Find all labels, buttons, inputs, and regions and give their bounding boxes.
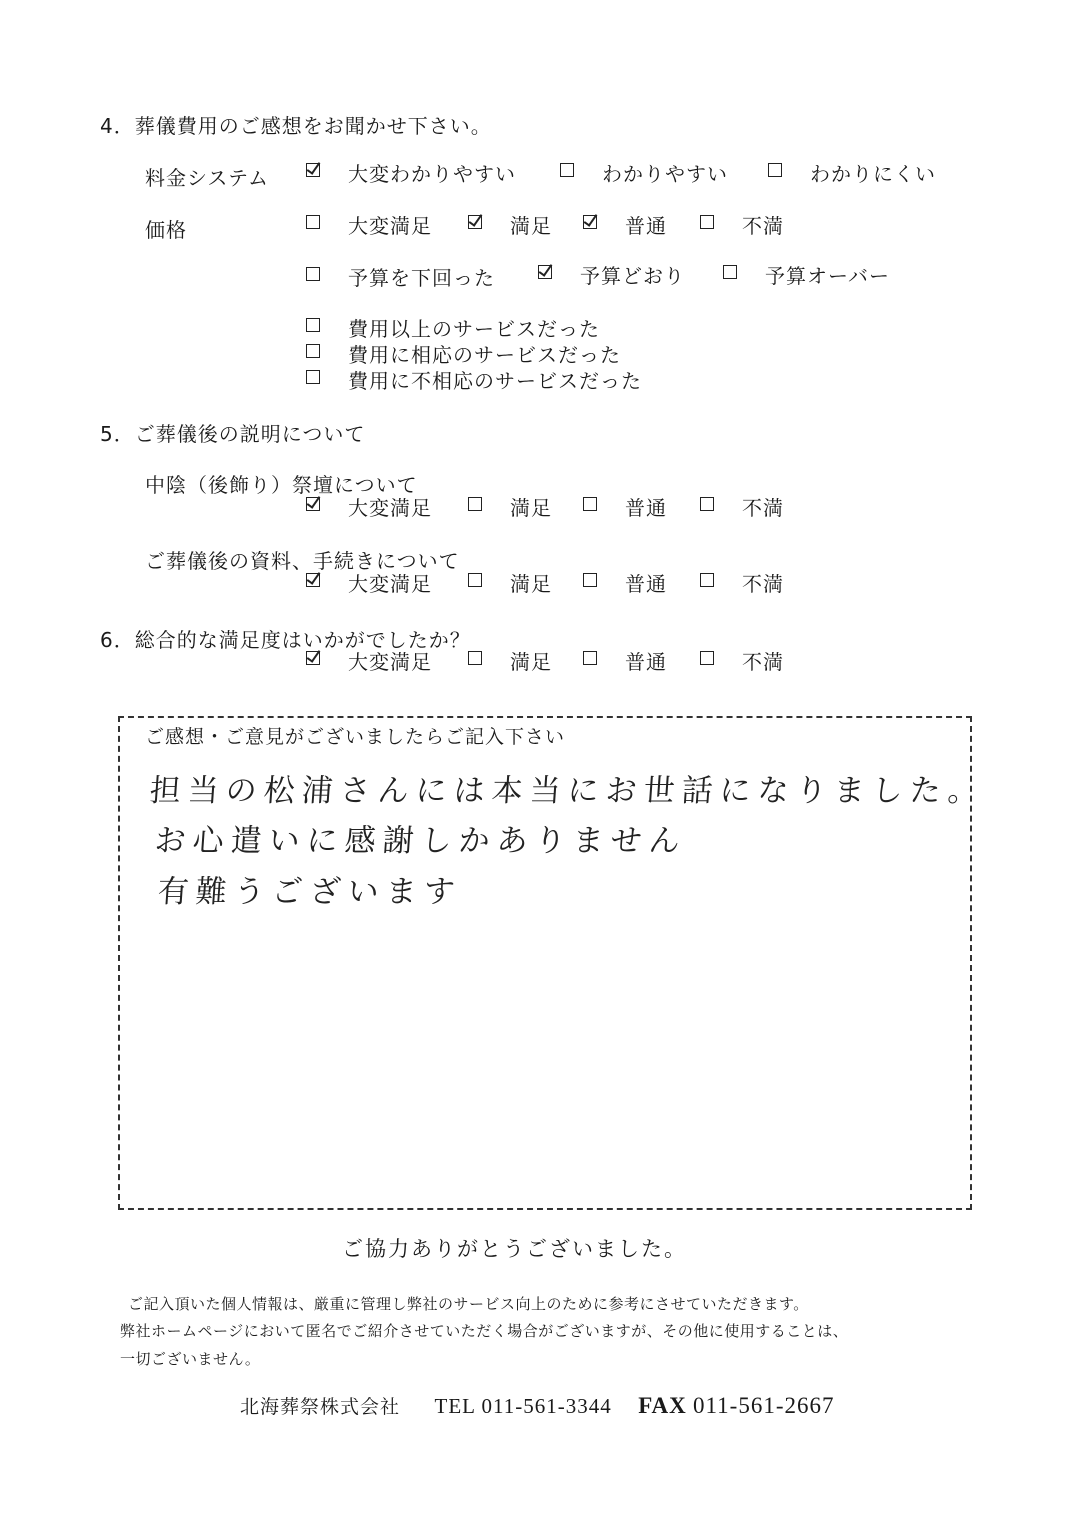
privacy-note-line: ご記入頂いた個人情報は、厳重に管理し弊社のサービス向上のために参考にさせていただきます。 — [128, 1295, 809, 1313]
checkbox[interactable] — [700, 215, 714, 229]
fax-label: FAX — [638, 1393, 687, 1418]
option-label: 大変満足 — [348, 572, 432, 596]
checkbox[interactable] — [583, 497, 597, 511]
option-label: わかりにくい — [810, 162, 936, 186]
checkbox[interactable] — [583, 573, 597, 587]
checkbox[interactable] — [468, 497, 482, 511]
question-6-title: 6．総合的な満足度はいかがでしたか？ — [100, 628, 471, 652]
checkbox[interactable] — [306, 215, 320, 229]
option-label: 不満 — [742, 572, 784, 596]
documents-label: ご葬儀後の資料、手続きについて — [145, 549, 460, 573]
handwritten-comment-line: 有難うございます — [156, 874, 464, 910]
handwritten-comment-line: 担当の松浦さんには本当にお世話になりました。 — [148, 773, 988, 809]
fax-number: 011-561-2667 — [693, 1393, 835, 1418]
altar-label: 中陰（後飾り）祭壇について — [145, 473, 418, 497]
tel-number: 011-561-3344 — [481, 1394, 612, 1418]
option-label: 費用以上のサービスだった — [348, 317, 600, 341]
checkbox[interactable] — [306, 267, 320, 281]
checkbox[interactable] — [723, 265, 737, 279]
option-label: 普通 — [625, 650, 667, 674]
checkbox[interactable] — [306, 573, 320, 587]
option-label: わかりやすい — [602, 162, 728, 186]
option-label: 大変満足 — [348, 650, 432, 674]
checkbox[interactable] — [768, 163, 782, 177]
checkbox[interactable] — [583, 215, 597, 229]
option-label: 予算どおり — [580, 264, 685, 288]
option-label: 満足 — [510, 650, 552, 674]
checkbox[interactable] — [468, 215, 482, 229]
option-label: 満足 — [510, 214, 552, 238]
privacy-note-line: 弊社ホームページにおいて匿名でご紹介させていただく場合がございますが、その他に使用することは、 — [120, 1322, 849, 1340]
price-label: 価格 — [145, 218, 187, 242]
option-label: 予算を下回った — [348, 266, 495, 290]
checkbox[interactable] — [306, 163, 320, 177]
option-label: 不満 — [742, 496, 784, 520]
option-label: 満足 — [510, 572, 552, 596]
option-label: 大変満足 — [348, 214, 432, 238]
checkbox[interactable] — [538, 265, 552, 279]
privacy-note-line: 一切ございません。 — [120, 1350, 261, 1368]
checkbox[interactable] — [583, 651, 597, 665]
option-label: 普通 — [625, 572, 667, 596]
company-name: 北海葬祭株式会社 — [240, 1396, 401, 1418]
footer — [240, 1392, 834, 1419]
question-5-title: 5．ご葬儀後の説明について — [100, 422, 366, 446]
checkbox[interactable] — [306, 497, 320, 511]
checkbox[interactable] — [700, 497, 714, 511]
checkbox[interactable] — [306, 318, 320, 332]
checkbox[interactable] — [468, 573, 482, 587]
option-label: 普通 — [625, 496, 667, 520]
option-label: 費用に相応のサービスだった — [348, 343, 621, 367]
option-label: 費用に不相応のサービスだった — [348, 369, 642, 393]
option-label: 大変わかりやすい — [348, 162, 516, 186]
handwritten-comment-line: お心遣いに感謝しかありません — [153, 823, 689, 859]
option-label: 普通 — [625, 214, 667, 238]
question-4-title: 4．葬儀費用のご感想をお聞かせ下さい。 — [100, 114, 492, 138]
fee-system-label: 料金システム — [145, 166, 269, 190]
checkbox[interactable] — [306, 651, 320, 665]
checkbox[interactable] — [468, 651, 482, 665]
option-label: 大変満足 — [348, 496, 432, 520]
checkbox[interactable] — [306, 344, 320, 358]
thanks-message: ご協力ありがとうございました。 — [342, 1237, 687, 1261]
checkbox[interactable] — [306, 370, 320, 384]
option-label: 満足 — [510, 496, 552, 520]
option-label: 不満 — [742, 650, 784, 674]
tel-label: TEL — [434, 1394, 476, 1418]
comment-box-title: ご感想・ご意見がございましたらご記入下さい — [145, 726, 566, 748]
checkbox[interactable] — [700, 573, 714, 587]
checkbox[interactable] — [700, 651, 714, 665]
option-label: 不満 — [742, 214, 784, 238]
checkbox[interactable] — [560, 163, 574, 177]
option-label: 予算オーバー — [765, 264, 890, 288]
